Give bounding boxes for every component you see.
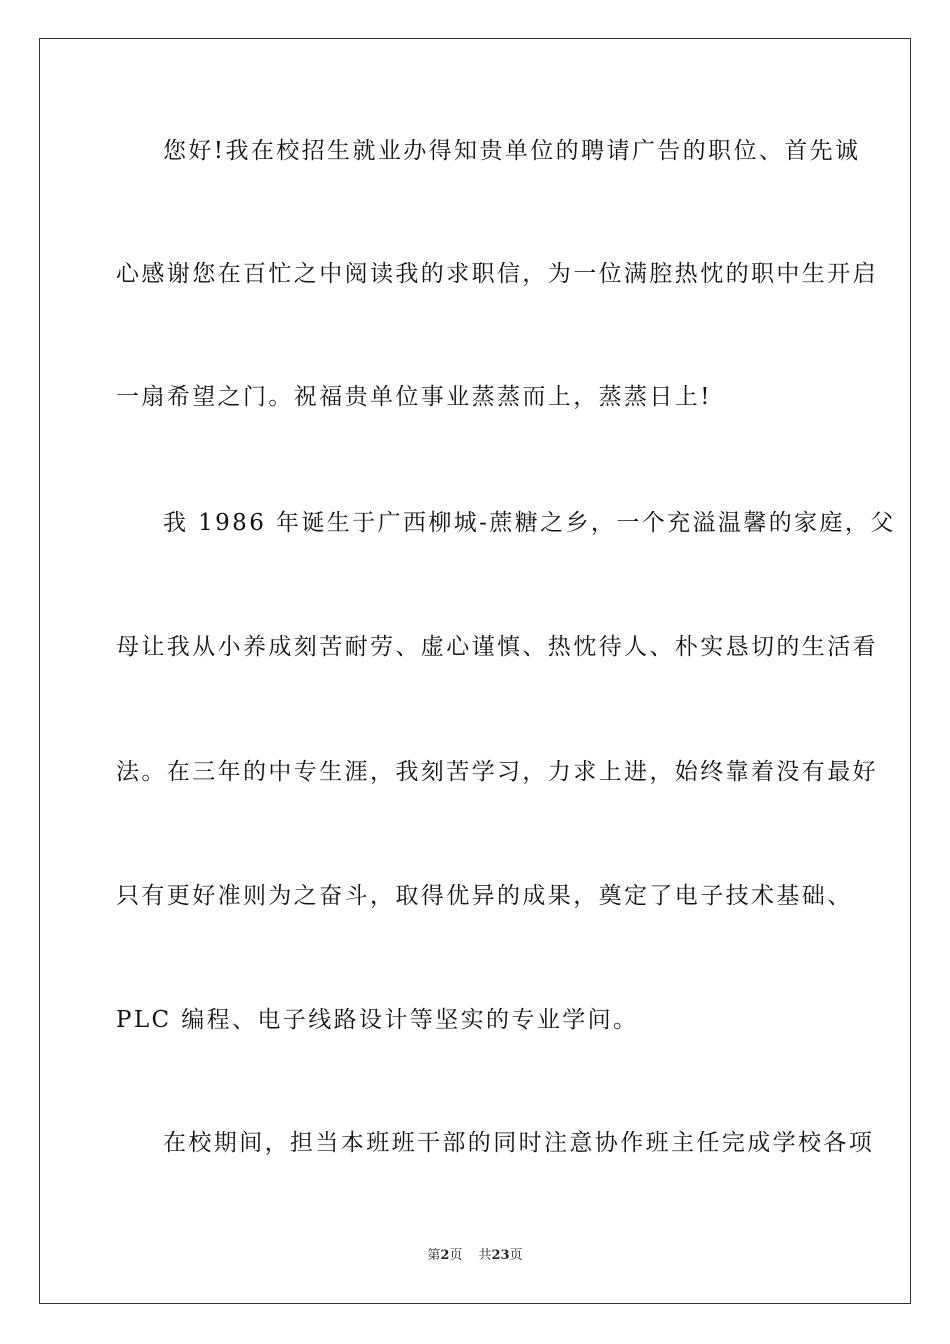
- paragraph-1-line-3: 一扇希望之门。祝福贵单位事业蒸蒸而上，蒸蒸日上!: [116, 384, 712, 410]
- paragraph-2-line-4: 只有更好准则为之奋斗，取得优异的成果，奠定了电子技术基础、: [116, 883, 853, 909]
- paragraph-3-line-1: 在校期间，担当本班班干部的同时注意协作班主任完成学校各项: [163, 1130, 875, 1156]
- total-suffix: 页: [509, 1248, 523, 1263]
- page-prefix: 第: [427, 1248, 441, 1263]
- paragraph-1-line-1: 您好!我在校招生就业办得知贵单位的聘请广告的职位、首先诚: [163, 138, 861, 164]
- total-prefix: 共: [478, 1248, 492, 1263]
- current-page-number: 2: [440, 1248, 450, 1263]
- page-footer: [0, 1247, 950, 1265]
- total-pages-number: 23: [491, 1248, 510, 1263]
- paragraph-2-line-2: 母让我从小养成刻苦耐劳、虚心谨慎、热忱待人、朴实恳切的生活看: [116, 634, 878, 660]
- page-border: [39, 38, 911, 1304]
- paragraph-2-line-5: PLC 编程、电子线路设计等坚实的专业学问。: [116, 1007, 639, 1033]
- paragraph-2-line-1: 我 1986 年诞生于广西柳城-蔗糖之乡，一个充溢温馨的家庭，父: [163, 510, 896, 536]
- paragraph-1-line-2: 心感谢您在百忙之中阅读我的求职信，为一位满腔热忱的职中生开启: [116, 261, 878, 287]
- page-suffix: 页: [449, 1248, 463, 1263]
- paragraph-2-line-3: 法。在三年的中专生涯，我刻苦学习，力求上进，始终靠着没有最好: [116, 759, 878, 785]
